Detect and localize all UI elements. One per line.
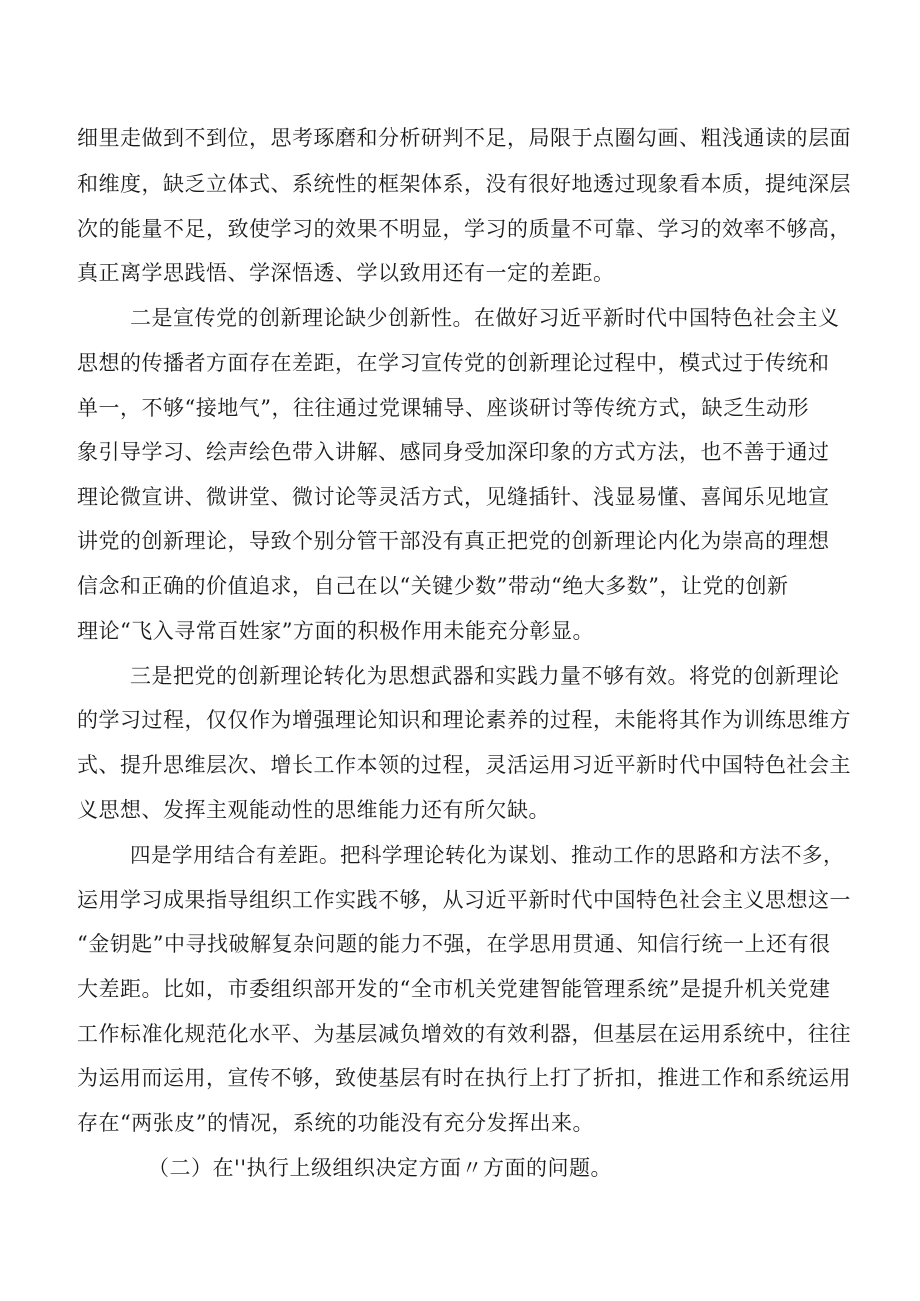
paragraph-line: 式、提升思维层次、增长工作本领的过程，灵活运用习近平新时代中国特色社会主: [77, 753, 851, 777]
paragraph-line: 和维度，缺乏立体式、系统性的框架体系，没有很好地透过现象看本质，提纯深层: [77, 172, 851, 196]
paragraph-line: 理论微宣讲、微讲堂、微讨论等灵活方式，见缝插针、浅显易懂、喜闻乐见地宣: [77, 485, 830, 509]
paragraph-line: 运用学习成果指导组织工作实践不够，从习近平新时代中国特色社会主义思想这一: [77, 888, 851, 912]
paragraph-line: 为运用而运用，宣传不够，致使基层有时在执行上打了折扣，推进工作和系统运用: [77, 1066, 851, 1090]
paragraph-line: 真正离学思践悟、学深悟透、学以致用还有一定的差距。: [77, 261, 615, 285]
paragraph-line: 理论“飞入寻常百姓家”方面的积极作用未能充分彰显。: [77, 619, 594, 643]
paragraph-line: 工作标准化规范化水平、为基层减负增效的有效利器，但基层在运用系统中，往往: [77, 1022, 851, 1046]
paragraph-line: 信念和正确的价值追求，自己在以“关键少数”带动“绝大多数”，让党的创新: [77, 574, 789, 598]
paragraph-line: 存在“两张皮”的情况，系统的功能没有充分发挥出来。: [77, 1111, 594, 1135]
paragraph-line: 思想的传播者方面存在差距，在学习宣传党的创新理论过程中，模式过于传统和: [77, 351, 830, 375]
paragraph-line: 象引导学习、绘声绘色带入讲解、感同身受加深印象的方式方法，也不善于通过: [77, 440, 830, 464]
paragraph-line: 讲党的创新理论，导致个别分管干部没有真正把党的创新理论内化为崇高的理想: [77, 529, 830, 553]
paragraph-line: 义思想、发挥主观能动性的思维能力还有所欠缺。: [77, 798, 550, 822]
paragraph-line: 次的能量不足，致使学习的效果不明显，学习的质量不可靠、学习的效率不够高，: [77, 217, 851, 241]
paragraph-line: 的学习过程，仅仅作为增强理论知识和理论素养的过程，未能将其作为训练思维方: [77, 708, 851, 732]
paragraph-line: 单一，不够“接地气”，往往通过党课辅导、座谈研讨等传统方式，缺乏生动形: [77, 396, 809, 420]
paragraph-line: 三是把党的创新理论转化为思想武器和实践力量不够有效。将党的创新理论: [130, 664, 840, 688]
paragraph-line: 细里走做到不到位，思考琢磨和分析研判不足，局限于点圈勾画、粗浅通读的层面: [77, 126, 851, 150]
paragraph-line: 大差距。比如，市委组织部开发的“全市机关党建智能管理系统”是提升机关党建: [77, 977, 831, 1001]
paragraph-line: 二是宣传党的创新理论缺少创新性。在做好习近平新时代中国特色社会主义: [130, 306, 840, 330]
paragraph-line: “金钥匙”中寻找破解复杂问题的能力不强，在学思用贯通、知信行统一上还有很: [77, 932, 831, 956]
section-heading-text: （二）在''执行上级组织决定方面〃方面的问题。: [148, 1156, 613, 1180]
paragraph-line: 四是学用结合有差距。把科学理论转化为谋划、推动工作的思路和方法不多，: [130, 843, 844, 867]
